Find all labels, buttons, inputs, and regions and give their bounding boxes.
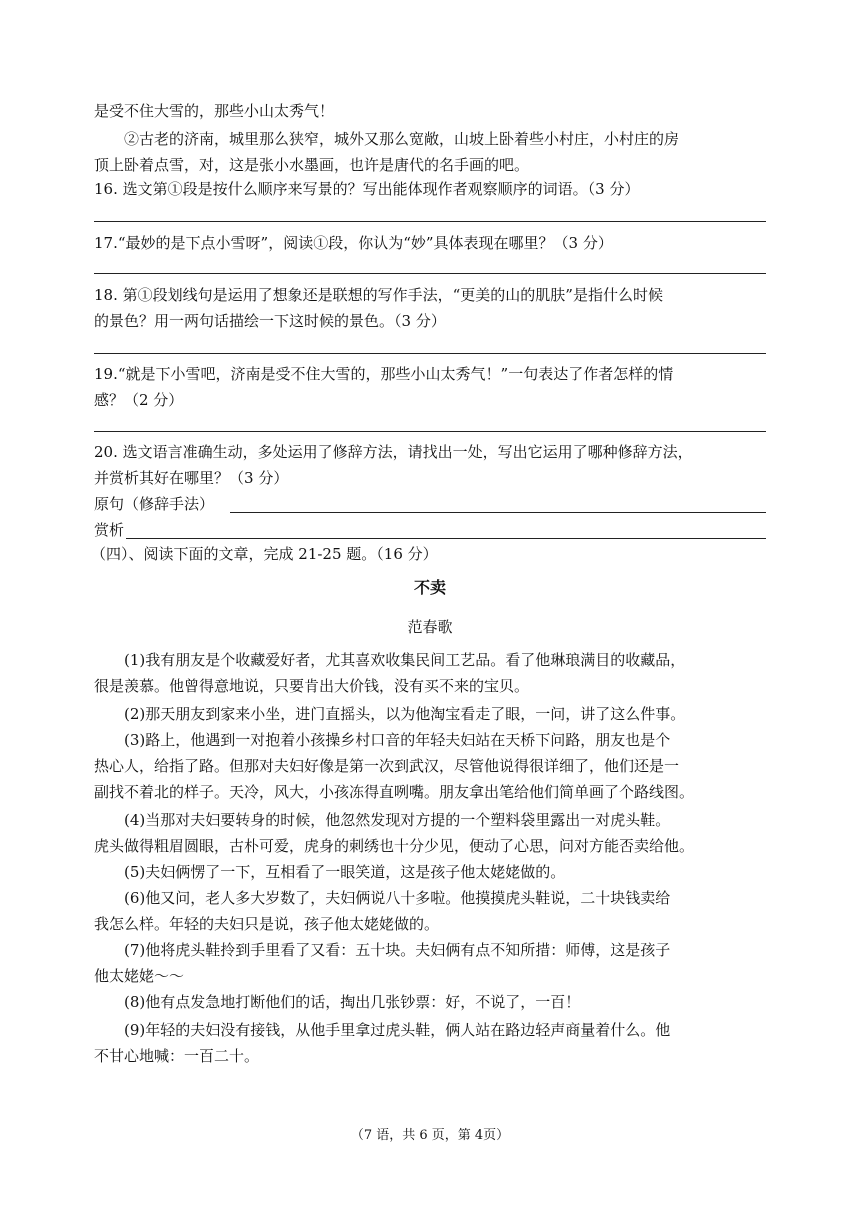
original-sentence-label: 原句（修辞手法）	[94, 495, 215, 513]
article-author: 范春歌	[407, 618, 453, 636]
question-20-line-2: 并赏析其好在哪里？（3 分）	[94, 469, 289, 487]
article-line: 热心人，给指了路。但那对夫妇好像是第一次到武汉，尽管他说得很详细了，他们还是一	[94, 757, 680, 775]
question-17: 17.“最妙的是下点小雪呀”，阅读①段，你认为“妙”具体表现在哪里？（3 分）	[94, 234, 613, 252]
article-title: 不卖	[413, 578, 446, 597]
article-line: 很是羡慕。他曾得意地说，只要肯出大价钱，没有买不来的宝贝。	[94, 677, 530, 695]
question-18-line-1: 18. 第①段划线句是运用了想象还是联想的写作手法，“更美的山的肌肤”是指什么时候	[94, 286, 663, 304]
passage-line: 顶上卧着点雪，对，这是张小水墨画，也许是唐代的名手画的吧。	[94, 156, 530, 174]
answer-line-18[interactable]	[94, 353, 766, 354]
article-line: 副找不着北的样子。天冷，风大，小孩冻得直咧嘴。朋友拿出笔给他们简单画了个路线图。	[94, 783, 695, 801]
appreciation-answer-line[interactable]	[126, 538, 766, 539]
article-line: (5)夫妇俩愣了一下，互相看了一眼笑道，这是孩子他太姥姥做的。	[124, 863, 566, 881]
article-line: 他太姥姥～～	[94, 967, 185, 985]
answer-line-17[interactable]	[94, 273, 766, 274]
question-20-line-1: 20. 选文语言准确生动，多处运用了修辞方法，请找出一处，写出它运用了哪种修辞方法，	[94, 443, 693, 461]
article-line: (7)他将虎头鞋拎到手里看了又看：五十块。夫妇俩有点不知所措：师傅，这是孩子	[124, 941, 671, 959]
article-line: (6)他又问，老人多大岁数了，夫妇俩说八十多啦。他摸摸虎头鞋说，二十块钱卖给	[124, 889, 671, 907]
article-line: (2)那天朋友到家来小坐，进门直摇头，以为他淘宝看走了眼，一问，讲了这么件事。	[124, 705, 686, 723]
article-line: 我怎么样。年轻的夫妇只是说，孩子他太姥姥做的。	[94, 915, 440, 933]
appreciation-field	[94, 520, 766, 540]
article-line: 不甘心地喊：一百二十。	[94, 1047, 260, 1065]
answer-line-19[interactable]	[94, 431, 766, 432]
question-19-line-2: 感？（2 分）	[94, 391, 184, 409]
passage-line: ②古老的济南，城里那么狭窄，城外又那么宽敞，山坡上卧着些小村庄，小村庄的房	[124, 130, 680, 148]
article-line: (4)当那对夫妇要转身的时候，他忽然发现对方提的一个塑料袋里露出一对虎头鞋。	[124, 811, 671, 829]
article-line: (3)路上，他遇到一对抱着小孩操乡村口音的年轻夫妇站在天桥下问路，朋友也是个	[124, 731, 671, 749]
question-19-line-1: 19.“就是下小雪吧，济南是受不住大雪的，那些小山太秀气！”一句表达了作者怎样的情	[94, 365, 674, 383]
original-sentence-answer-line[interactable]	[230, 512, 766, 513]
question-16: 16. 选文第①段是按什么顺序来写景的？写出能体现作者观察顺序的词语。（3 分）	[94, 180, 640, 198]
article-line: 虎头做得粗眉圆眼，古朴可爱，虎身的刺绣也十分少见，便动了心思，问对方能否卖给他。	[94, 837, 695, 855]
answer-line-16[interactable]	[94, 221, 766, 222]
question-18-line-2: 的景色？用一两句话描绘一下这时候的景色。（3 分）	[94, 312, 446, 330]
appreciation-label: 赏析	[94, 521, 125, 539]
article-line: (8)他有点发急地打断他们的话，掏出几张钞票：好，不说了，一百！	[124, 993, 581, 1011]
page-footer: （7 语，共 6 页，第 4页）	[350, 1128, 510, 1143]
article-line: (1)我有朋友是个收藏爱好者，尤其喜欢收集民间工艺品。看了他琳琅满目的收藏品，	[124, 651, 686, 669]
section-heading: （四）、阅读下面的文章，完成 21-25 题。（16 分）	[91, 545, 438, 563]
article-line: (9)年轻的夫妇没有接钱，从他手里拿过虎头鞋，俩人站在路边轻声商量着什么。他	[124, 1021, 671, 1039]
original-sentence-field	[94, 494, 766, 514]
passage-line: 是受不住大雪的，那些小山太秀气！	[94, 102, 335, 120]
